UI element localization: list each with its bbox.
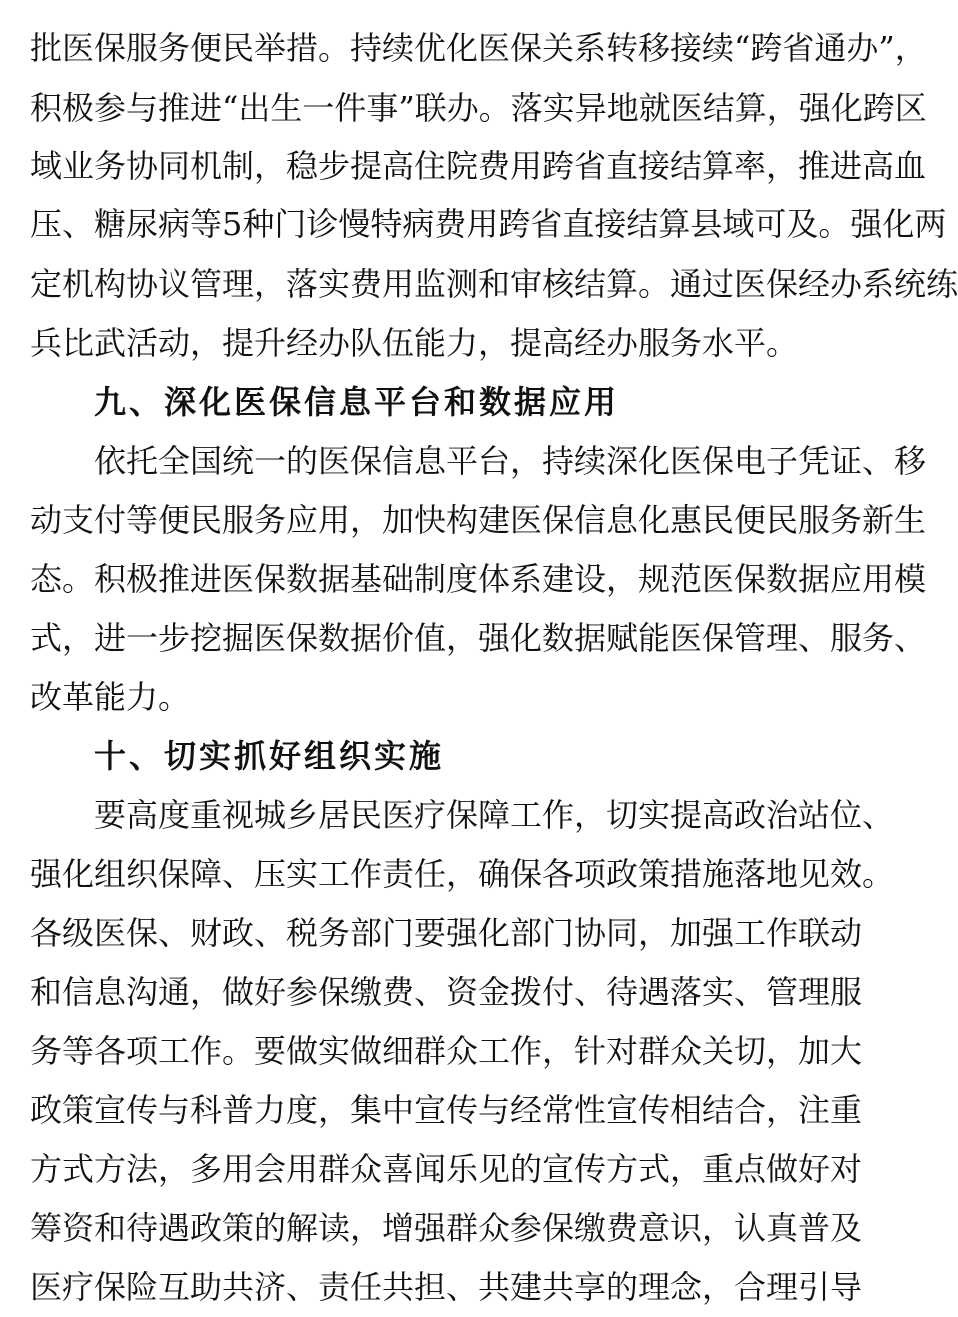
text-line: 和信息沟通，做好参保缴费、资金拨付、待遇落实、管理服 [30, 973, 863, 1011]
text-line: 态。积极推进医保数据基础制度体系建设，规范医保数据应用模 [30, 560, 927, 598]
text-line: 方式方法，多用会用群众喜闻乐见的宣传方式，重点做好对 [30, 1150, 863, 1188]
text-line: 批医保服务便民举措。持续优化医保关系转移接续“跨省通办”， [30, 29, 927, 67]
text-line: 依托全国统一的医保信息平台，持续深化医保电子凭证、移 [94, 442, 927, 480]
text-line: 改革能力。 [30, 678, 191, 716]
text-line: 定机构协议管理，落实费用监测和审核结算。通过医保经办系统练 [30, 265, 958, 303]
text-line: 医疗保险互助共济、责任共担、共建共享的理念，合理引导 [30, 1268, 863, 1306]
text-line: 各级医保、财政、税务部门要强化部门协同，加强工作联动 [30, 914, 863, 952]
text-line: 积极参与推进“出生一件事”联办。落实异地就医结算，强化跨区 [30, 89, 927, 127]
text-line: 兵比武活动，提升经办队伍能力，提高经办服务水平。 [30, 324, 799, 362]
text-line: 域业务协同机制，稳步提高住院费用跨省直接结算率，推进高血 [30, 147, 927, 185]
text-line: 压、糖尿病等5种门诊慢特病费用跨省直接结算县域可及。强化两 [30, 205, 947, 243]
text-line: 动支付等便民服务应用，加快构建医保信息化惠民便民服务新生 [30, 501, 927, 539]
text-line: 强化组织保障、压实工作责任，确保各项政策措施落地见效。 [30, 855, 895, 893]
text-line: 筹资和待遇政策的解读，增强群众参保缴费意识，认真普及 [30, 1209, 863, 1247]
section-heading-9: 九、深化医保信息平台和数据应用 [94, 383, 620, 421]
text-line: 式，进一步挖掘医保数据价值，强化数据赋能医保管理、服务、 [30, 619, 927, 657]
text-line: 政策宣传与科普力度，集中宣传与经常性宣传相结合，注重 [30, 1091, 863, 1129]
text-line: 要高度重视城乡居民医疗保障工作，切实提高政治站位、 [94, 796, 895, 834]
section-heading-10: 十、切实抓好组织实施 [94, 737, 445, 775]
text-line: 务等各项工作。要做实做细群众工作，针对群众关切，加大 [30, 1032, 863, 1070]
